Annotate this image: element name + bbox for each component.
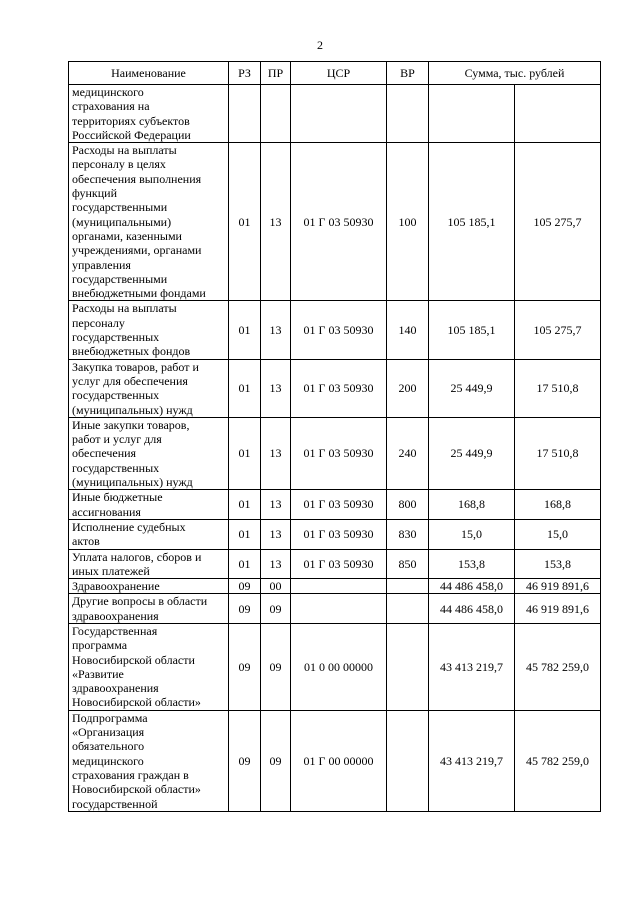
cell-sum-year1: 168,8	[429, 490, 515, 520]
cell-name-line: государственных	[72, 330, 160, 345]
cell-name-line: государственными	[72, 200, 168, 215]
cell-name-line: иных платежей	[72, 563, 150, 578]
cell-csr: 01 Г 03 50930	[291, 549, 387, 579]
cell-csr: 01 Г 03 50930	[291, 519, 387, 549]
cell-name-line: «Развитие	[72, 666, 124, 681]
cell-name	[69, 594, 229, 624]
cell-name-line: «Организация	[72, 725, 145, 740]
cell-sum-year1: 43 413 219,7	[429, 623, 515, 710]
cell-name-line: обеспечения выполнения	[72, 171, 202, 186]
cell-name-line: Закупка товаров, работ и	[72, 359, 199, 374]
cell-vr: 200	[387, 359, 429, 417]
cell-pr: 09	[261, 623, 291, 710]
cell-sum-year2: 15,0	[515, 519, 601, 549]
cell-pr: 13	[261, 301, 291, 359]
cell-vr: 800	[387, 490, 429, 520]
cell-vr	[387, 594, 429, 624]
table-row	[69, 301, 601, 359]
cell-name-line: Новосибирской области»	[72, 695, 201, 710]
cell-name-line: Государственная	[72, 623, 158, 638]
cell-csr: 01 Г 03 50930	[291, 490, 387, 520]
cell-name-line: Расходы на выплаты	[72, 143, 177, 158]
cell-name	[69, 417, 229, 489]
cell-vr	[387, 85, 429, 143]
cell-sum-year2: 46 919 891,6	[515, 594, 601, 624]
cell-name-line: страхования граждан в	[72, 767, 189, 782]
cell-name-line: медицинского	[72, 85, 144, 99]
cell-rz: 01	[229, 417, 261, 489]
cell-rz: 01	[229, 301, 261, 359]
table-row	[69, 359, 601, 417]
cell-name-line: управления	[72, 257, 131, 272]
table-row	[69, 623, 601, 710]
cell-pr: 09	[261, 710, 291, 811]
cell-csr: 01 Г 03 50930	[291, 417, 387, 489]
cell-name	[69, 623, 229, 710]
table-header-row	[69, 62, 601, 85]
cell-name-line: (муниципальных) нужд	[72, 475, 193, 490]
cell-csr: 01 Г 03 50930	[291, 359, 387, 417]
cell-sum-year1: 105 185,1	[429, 301, 515, 359]
cell-vr	[387, 623, 429, 710]
cell-name-line: территориях субъектов	[72, 113, 190, 128]
table-row	[69, 579, 601, 594]
header-name: Наименование	[69, 62, 229, 85]
cell-sum-year1: 44 486 458,0	[429, 594, 515, 624]
cell-rz: 01	[229, 519, 261, 549]
cell-name-line: Расходы на выплаты	[72, 301, 177, 316]
cell-name-line: программа	[72, 638, 128, 653]
cell-name	[69, 143, 229, 301]
cell-name-line: (муниципальных) нужд	[72, 402, 193, 417]
cell-rz: 09	[229, 710, 261, 811]
cell-vr: 140	[387, 301, 429, 359]
cell-csr: 01 Г 03 50930	[291, 301, 387, 359]
cell-name-line: государственных	[72, 388, 160, 403]
cell-csr: 01 0 00 00000	[291, 623, 387, 710]
cell-pr	[261, 85, 291, 143]
cell-sum-year2: 105 275,7	[515, 301, 601, 359]
cell-name-line: Уплата налогов, сборов и	[72, 549, 202, 564]
cell-name-line: обеспечения	[72, 446, 137, 461]
header-csr: ЦСР	[291, 62, 387, 85]
cell-sum-year1: 105 185,1	[429, 143, 515, 301]
header-rz: РЗ	[229, 62, 261, 85]
cell-sum-year2: 17 510,8	[515, 359, 601, 417]
cell-name-line: Иные бюджетные	[72, 490, 163, 505]
cell-name-line: внебюджетных фондов	[72, 344, 191, 359]
cell-name-line: государственными	[72, 271, 168, 286]
cell-name-line: функций	[72, 186, 117, 201]
cell-sum-year2: 46 919 891,6	[515, 579, 601, 594]
cell-name-line: внебюджетными фондами	[72, 286, 206, 301]
cell-name-line: здравоохранения	[72, 608, 159, 623]
cell-vr	[387, 579, 429, 594]
cell-csr	[291, 594, 387, 624]
cell-name-line: Новосибирской области	[72, 652, 195, 667]
cell-vr	[387, 710, 429, 811]
cell-name-line: персоналу в целях	[72, 157, 166, 172]
cell-name	[69, 301, 229, 359]
cell-name-line: Другие вопросы в области	[72, 594, 208, 609]
cell-sum-year1: 44 486 458,0	[429, 579, 515, 594]
cell-name-line: Новосибирской области»	[72, 782, 201, 797]
cell-sum-year1: 153,8	[429, 549, 515, 579]
table-row	[69, 710, 601, 811]
cell-name-line: Иные закупки товаров,	[72, 417, 190, 432]
cell-name-line: обязательного	[72, 739, 145, 754]
cell-name-line: здравоохранения	[72, 681, 159, 696]
cell-sum-year2: 105 275,7	[515, 143, 601, 301]
cell-pr: 13	[261, 490, 291, 520]
table-row	[69, 519, 601, 549]
cell-name	[69, 710, 229, 811]
cell-name	[69, 359, 229, 417]
table-row	[69, 85, 601, 143]
cell-csr	[291, 579, 387, 594]
cell-rz: 01	[229, 549, 261, 579]
cell-sum-year1: 15,0	[429, 519, 515, 549]
table-body	[69, 85, 601, 812]
cell-name-line: медицинского	[72, 753, 144, 768]
cell-sum-year2: 153,8	[515, 549, 601, 579]
cell-name-line: работ и услуг для	[72, 432, 162, 447]
cell-csr: 01 Г 00 00000	[291, 710, 387, 811]
cell-sum-year2	[515, 85, 601, 143]
header-sum: Сумма, тыс. рублей	[429, 62, 601, 85]
cell-pr: 13	[261, 519, 291, 549]
table-row	[69, 417, 601, 489]
cell-name-line: ассигнования	[72, 504, 141, 519]
cell-vr: 850	[387, 549, 429, 579]
cell-pr: 13	[261, 143, 291, 301]
cell-csr	[291, 85, 387, 143]
cell-name-line: государственных	[72, 460, 160, 475]
cell-name-line: страхования на	[72, 99, 150, 114]
header-pr: ПР	[261, 62, 291, 85]
cell-sum-year2: 168,8	[515, 490, 601, 520]
cell-pr: 13	[261, 417, 291, 489]
cell-rz: 09	[229, 594, 261, 624]
cell-vr: 100	[387, 143, 429, 301]
cell-sum-year2: 45 782 259,0	[515, 623, 601, 710]
cell-name-line: услуг для обеспечения	[72, 373, 188, 388]
cell-rz: 01	[229, 490, 261, 520]
header-vr: ВР	[387, 62, 429, 85]
cell-name-line: Здравоохранение	[72, 579, 160, 594]
cell-rz: 09	[229, 579, 261, 594]
table-row	[69, 549, 601, 579]
table-row	[69, 143, 601, 301]
cell-name	[69, 549, 229, 579]
cell-name-line: Исполнение судебных	[72, 519, 186, 534]
cell-vr: 830	[387, 519, 429, 549]
cell-pr: 00	[261, 579, 291, 594]
cell-name	[69, 490, 229, 520]
cell-sum-year2: 17 510,8	[515, 417, 601, 489]
cell-rz: 01	[229, 359, 261, 417]
budget-table	[68, 61, 601, 812]
cell-name-line: Подпрограмма	[72, 710, 148, 725]
table-row	[69, 594, 601, 624]
cell-rz: 01	[229, 143, 261, 301]
cell-vr: 240	[387, 417, 429, 489]
cell-sum-year1: 25 449,9	[429, 417, 515, 489]
cell-pr: 09	[261, 594, 291, 624]
cell-sum-year2: 45 782 259,0	[515, 710, 601, 811]
table-row	[69, 490, 601, 520]
cell-csr: 01 Г 03 50930	[291, 143, 387, 301]
cell-name	[69, 579, 229, 594]
cell-name-line: государственной	[72, 796, 158, 811]
cell-sum-year1: 25 449,9	[429, 359, 515, 417]
cell-rz: 09	[229, 623, 261, 710]
cell-name-line: Российской Федерации	[72, 127, 191, 142]
cell-pr: 13	[261, 549, 291, 579]
cell-name-line: органами, казенными	[72, 228, 182, 243]
cell-name-line: актов	[72, 534, 100, 549]
cell-name-line: персоналу	[72, 315, 125, 330]
cell-name	[69, 519, 229, 549]
page-number: 2	[317, 38, 323, 52]
cell-name-line: (муниципальными)	[72, 214, 172, 229]
cell-sum-year1: 43 413 219,7	[429, 710, 515, 811]
cell-sum-year1	[429, 85, 515, 143]
cell-name-line: учреждениями, органами	[72, 243, 202, 258]
cell-pr: 13	[261, 359, 291, 417]
cell-name	[69, 85, 229, 143]
cell-rz	[229, 85, 261, 143]
